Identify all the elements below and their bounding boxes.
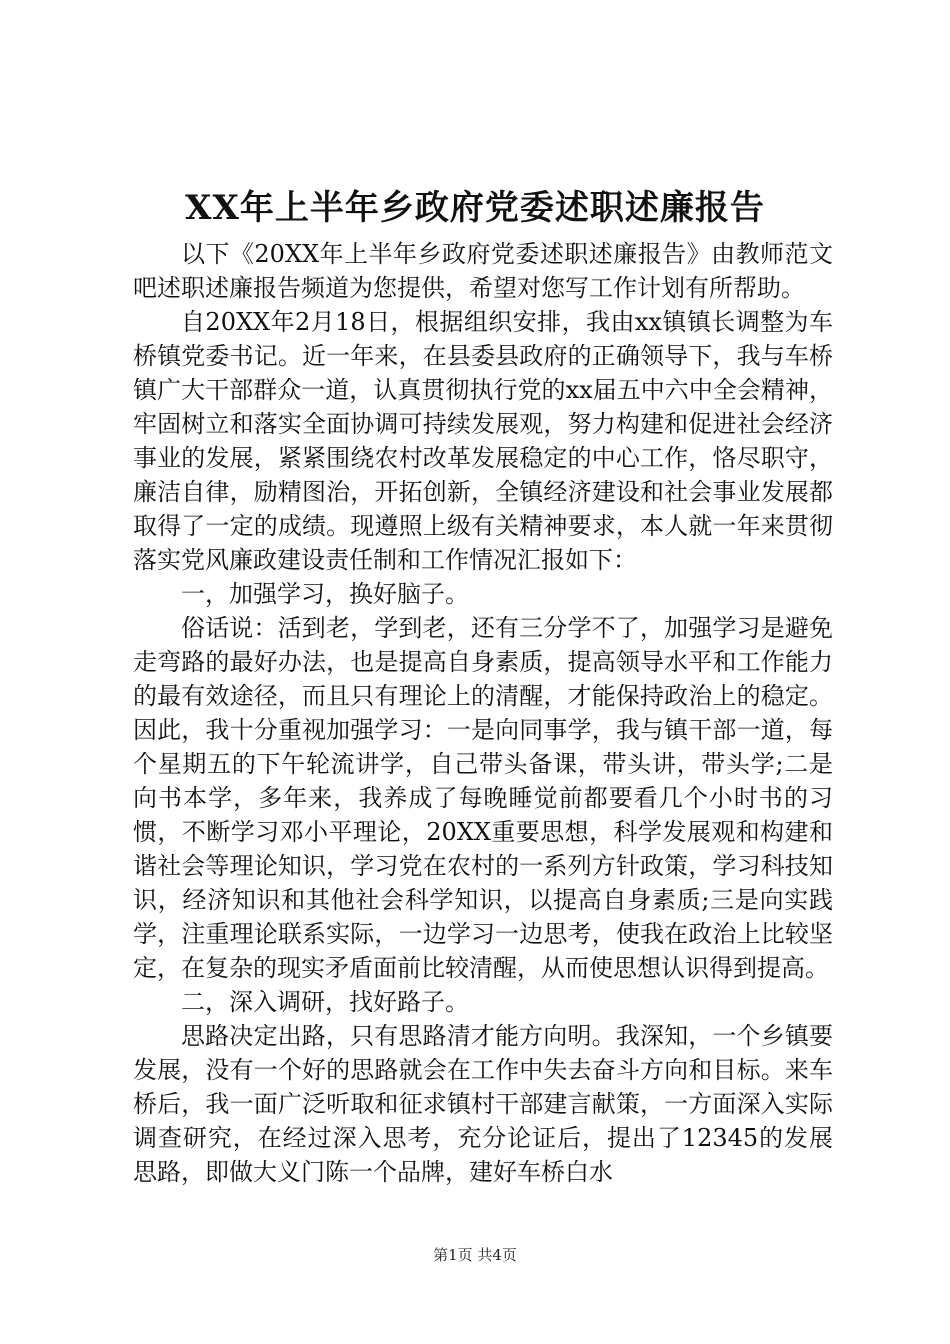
paragraph-research: 思路决定出路，只有思路清才能方向明。我深知，一个乡镇要发展，没有一个好的思路就会在工作中失去奋斗方向和目标。来车桥后，我一面广泛听取和征求镇村干部建言献策，一方面深入实际调查研究，在经过深入思考，充分论证后，提出了12345的发展思路，即做大义门陈一个品牌，建好车桥白水 bbox=[133, 1022, 833, 1186]
paragraph-intro: 以下《20XX年上半年乡政府党委述职述廉报告》由教师范文吧述职述廉报告频道为您提供，希望对您写工作计划有所帮助。 bbox=[133, 240, 833, 302]
document-body bbox=[133, 237, 833, 1189]
page-number-footer: 第1页 共4页 bbox=[433, 1246, 517, 1264]
paragraph-study: 俗话说：活到老，学到老，还有三分学不了，加强学习是避免走弯路的最好办法，也是提高自身素质，提高领导水平和工作能力的最有效途径，而且只有理论上的清醒，才能保持政治上的稳定。因此，我十分重视加强学习：一是向同事学，我与镇干部一道，每个星期五的下午轮流讲学，自己带头备课，带头讲，带头学;二是向书本学，多年来，我养成了每晚睡觉前都要看几个小时书的习惯，不断学习邓小平理论，20XX重要思想，科学发展观和构建和谐社会等理论知识，学习党在农村的一系列方针政策，学习科技知识，经济知识和其他社会科学知识，以提高自身素质;三是向实践学，注重理论联系实际，一边学习一边思考，使我在政治上比较坚定，在复杂的现实矛盾面前比较清醒，从而使思想认识得到提高。 bbox=[133, 614, 833, 982]
paragraph-background: 自20XX年2月18日，根据组织安排，我由xx镇镇长调整为车桥镇党委书记。近一年来，在县委县政府的正确领导下，我与车桥镇广大干部群众一道，认真贯彻执行党的xx届五中六中全会精神，牢固树立和落实全面协调可持续发展观，努力构建和促进社会经济事业的发展，紧紧围绕农村改革发展稳定的中心工作，恪尽职守，廉洁自律，励精图治，开拓创新，全镇经济建设和社会事业发展都取得了一定的成绩。现遵照上级有关精神要求，本人就一年来贯彻落实党风廉政建设责任制和工作情况汇报如下： bbox=[133, 308, 833, 574]
section-heading-2: 二，深入调研，找好路子。 bbox=[181, 988, 469, 1016]
section-heading-1: 一，加强学习，换好脑子。 bbox=[181, 580, 469, 608]
document-title: XX年上半年乡政府党委述职述廉报告 bbox=[185, 188, 765, 228]
